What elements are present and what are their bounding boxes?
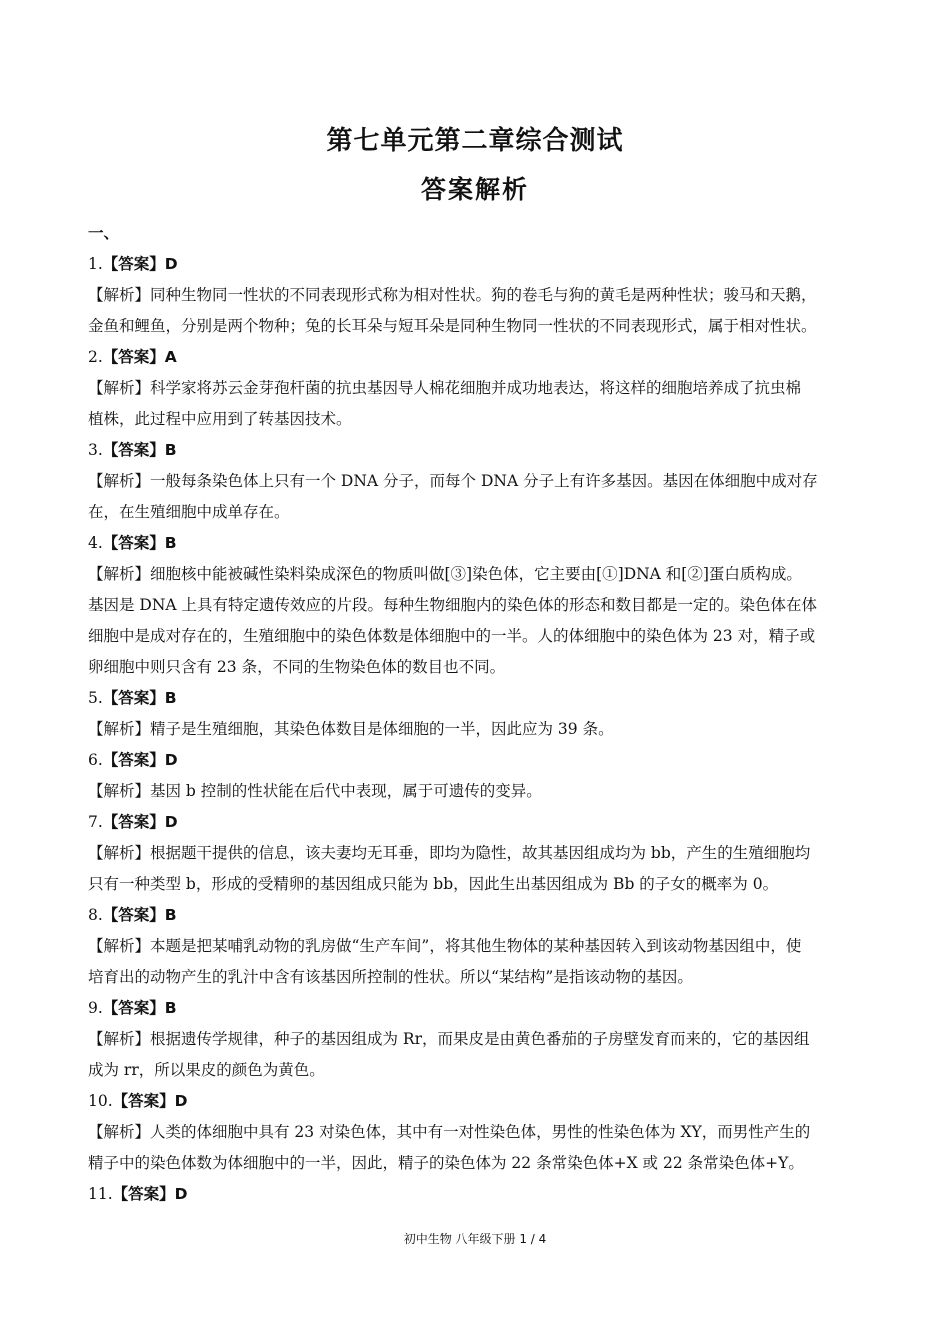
question-number: 2. <box>88 348 103 366</box>
answer-line <box>88 900 863 931</box>
page-footer: 初中生物 八年级下册 1 / 4 <box>403 1232 547 1246</box>
answer-label: 【答案】D <box>112 1185 188 1203</box>
analysis-line: 【解析】根据遗传学规律，种子的基因组成为 Rr，而果皮是由黄色番茄的子房壁发育而来的，它的基因组 <box>88 1030 810 1048</box>
answer-line <box>88 435 863 466</box>
answer-line <box>88 745 863 776</box>
analysis-line: 精子中的染色体数为体细胞中的一半，因此，精子的染色体为 22 条常染色体+X 或 22 条常染色体+Y。 <box>88 1154 804 1172</box>
answer-line <box>88 342 863 373</box>
question-number: 5. <box>88 689 103 707</box>
question-number: 9. <box>88 999 103 1017</box>
analysis-line: 卵细胞中则只含有 23 条，不同的生物染色体的数目也不同。 <box>88 658 506 676</box>
answer-label: 【答案】A <box>102 348 177 366</box>
answer-line <box>88 807 863 838</box>
document-subtitle: 答案解析 <box>420 175 529 204</box>
analysis-line: 培育出的动物产生的乳汁中含有该基因所控制的性状。所以“某结构”是指该动物的基因。 <box>88 968 693 986</box>
question-number: 8. <box>88 906 103 924</box>
answer-label: 【答案】B <box>102 906 177 924</box>
analysis-line: 【解析】精子是生殖细胞，其染色体数目是体细胞的一半，因此应为 39 条。 <box>88 720 614 738</box>
question-number: 4. <box>88 534 103 552</box>
analysis-line: 【解析】细胞核中能被碱性染料染成深色的物质叫做[③]染色体，它主要由[①]DNA 和[②]蛋白质构成。 <box>88 565 802 583</box>
answer-line <box>88 249 863 280</box>
analysis-line: 在，在生殖细胞中成单存在。 <box>88 503 290 521</box>
analysis-line: 【解析】人类的体细胞中具有 23 对染色体，其中有一对性染色体，男性的性染色体为 XY，而男性产生的 <box>88 1123 811 1141</box>
analysis-line: 【解析】一般每条染色体上只有一个 DNA 分子，而每个 DNA 分子上有许多基因。基因在体细胞中成对存 <box>88 472 818 490</box>
answer-line <box>88 993 863 1024</box>
answer-label: 【答案】D <box>102 255 178 273</box>
answer-label: 【答案】D <box>112 1092 188 1110</box>
answer-line <box>88 1086 863 1117</box>
analysis-line: 【解析】基因 b 控制的性状能在后代中表现，属于可遗传的变异。 <box>88 782 542 800</box>
analysis-line: 成为 rr，所以果皮的颜色为黄色。 <box>88 1061 325 1079</box>
answer-label: 【答案】D <box>102 751 178 769</box>
answer-line <box>88 1179 863 1210</box>
answer-label: 【答案】B <box>102 441 177 459</box>
answer-label: 【答案】B <box>102 999 177 1017</box>
analysis-line: 【解析】根据题干提供的信息，该夫妻均无耳垂，即均为隐性，故其基因组成均为 bb，产生的生殖细胞均 <box>88 844 811 862</box>
answer-label: 【答案】B <box>102 689 177 707</box>
question-number: 6. <box>88 751 103 769</box>
section-heading: 一、 <box>88 224 120 242</box>
question-number: 7. <box>88 813 103 831</box>
answer-label: 【答案】D <box>102 813 178 831</box>
question-number: 11. <box>88 1185 113 1203</box>
question-number: 10. <box>88 1092 113 1110</box>
document-title: 第七单元第二章综合测试 <box>326 126 624 156</box>
answer-list <box>88 218 863 1210</box>
analysis-line: 【解析】本题是把某哺乳动物的乳房做“生产车间”，将其他生物体的某种基因转入到该动物基因组中，使 <box>88 937 802 955</box>
answer-line <box>88 683 863 714</box>
analysis-line: 【解析】同种生物同一性状的不同表现形式称为相对性状。狗的卷毛与狗的黄毛是两种性状；骏马和天鹅， <box>88 286 817 304</box>
question-number: 3. <box>88 441 103 459</box>
question-number: 1. <box>88 255 103 273</box>
answer-label: 【答案】B <box>102 534 177 552</box>
analysis-line: 细胞中是成对存在的，生殖细胞中的染色体数是体细胞中的一半。人的体细胞中的染色体为 23 对，精子或 <box>88 627 816 645</box>
analysis-line: 只有一种类型 b，形成的受精卵的基因组成只能为 bb，因此生出基因组成为 Bb 的子女的概率为 0。 <box>88 875 779 893</box>
analysis-line: 【解析】科学家将苏云金芽孢杆菌的抗虫基因导人棉花细胞并成功地表达，将这样的细胞培养成了抗虫棉 <box>88 379 802 397</box>
analysis-line: 金鱼和鲤鱼，分别是两个物种；兔的长耳朵与短耳朵是同种生物同一性状的不同表现形式，属于相对性状。 <box>88 317 817 335</box>
analysis-line: 基因是 DNA 上具有特定遗传效应的片段。每种生物细胞内的染色体的形态和数目都是一定的。染色体在体 <box>88 596 818 614</box>
answer-line <box>88 528 863 559</box>
analysis-line: 植株，此过程中应用到了转基因技术。 <box>88 410 352 428</box>
